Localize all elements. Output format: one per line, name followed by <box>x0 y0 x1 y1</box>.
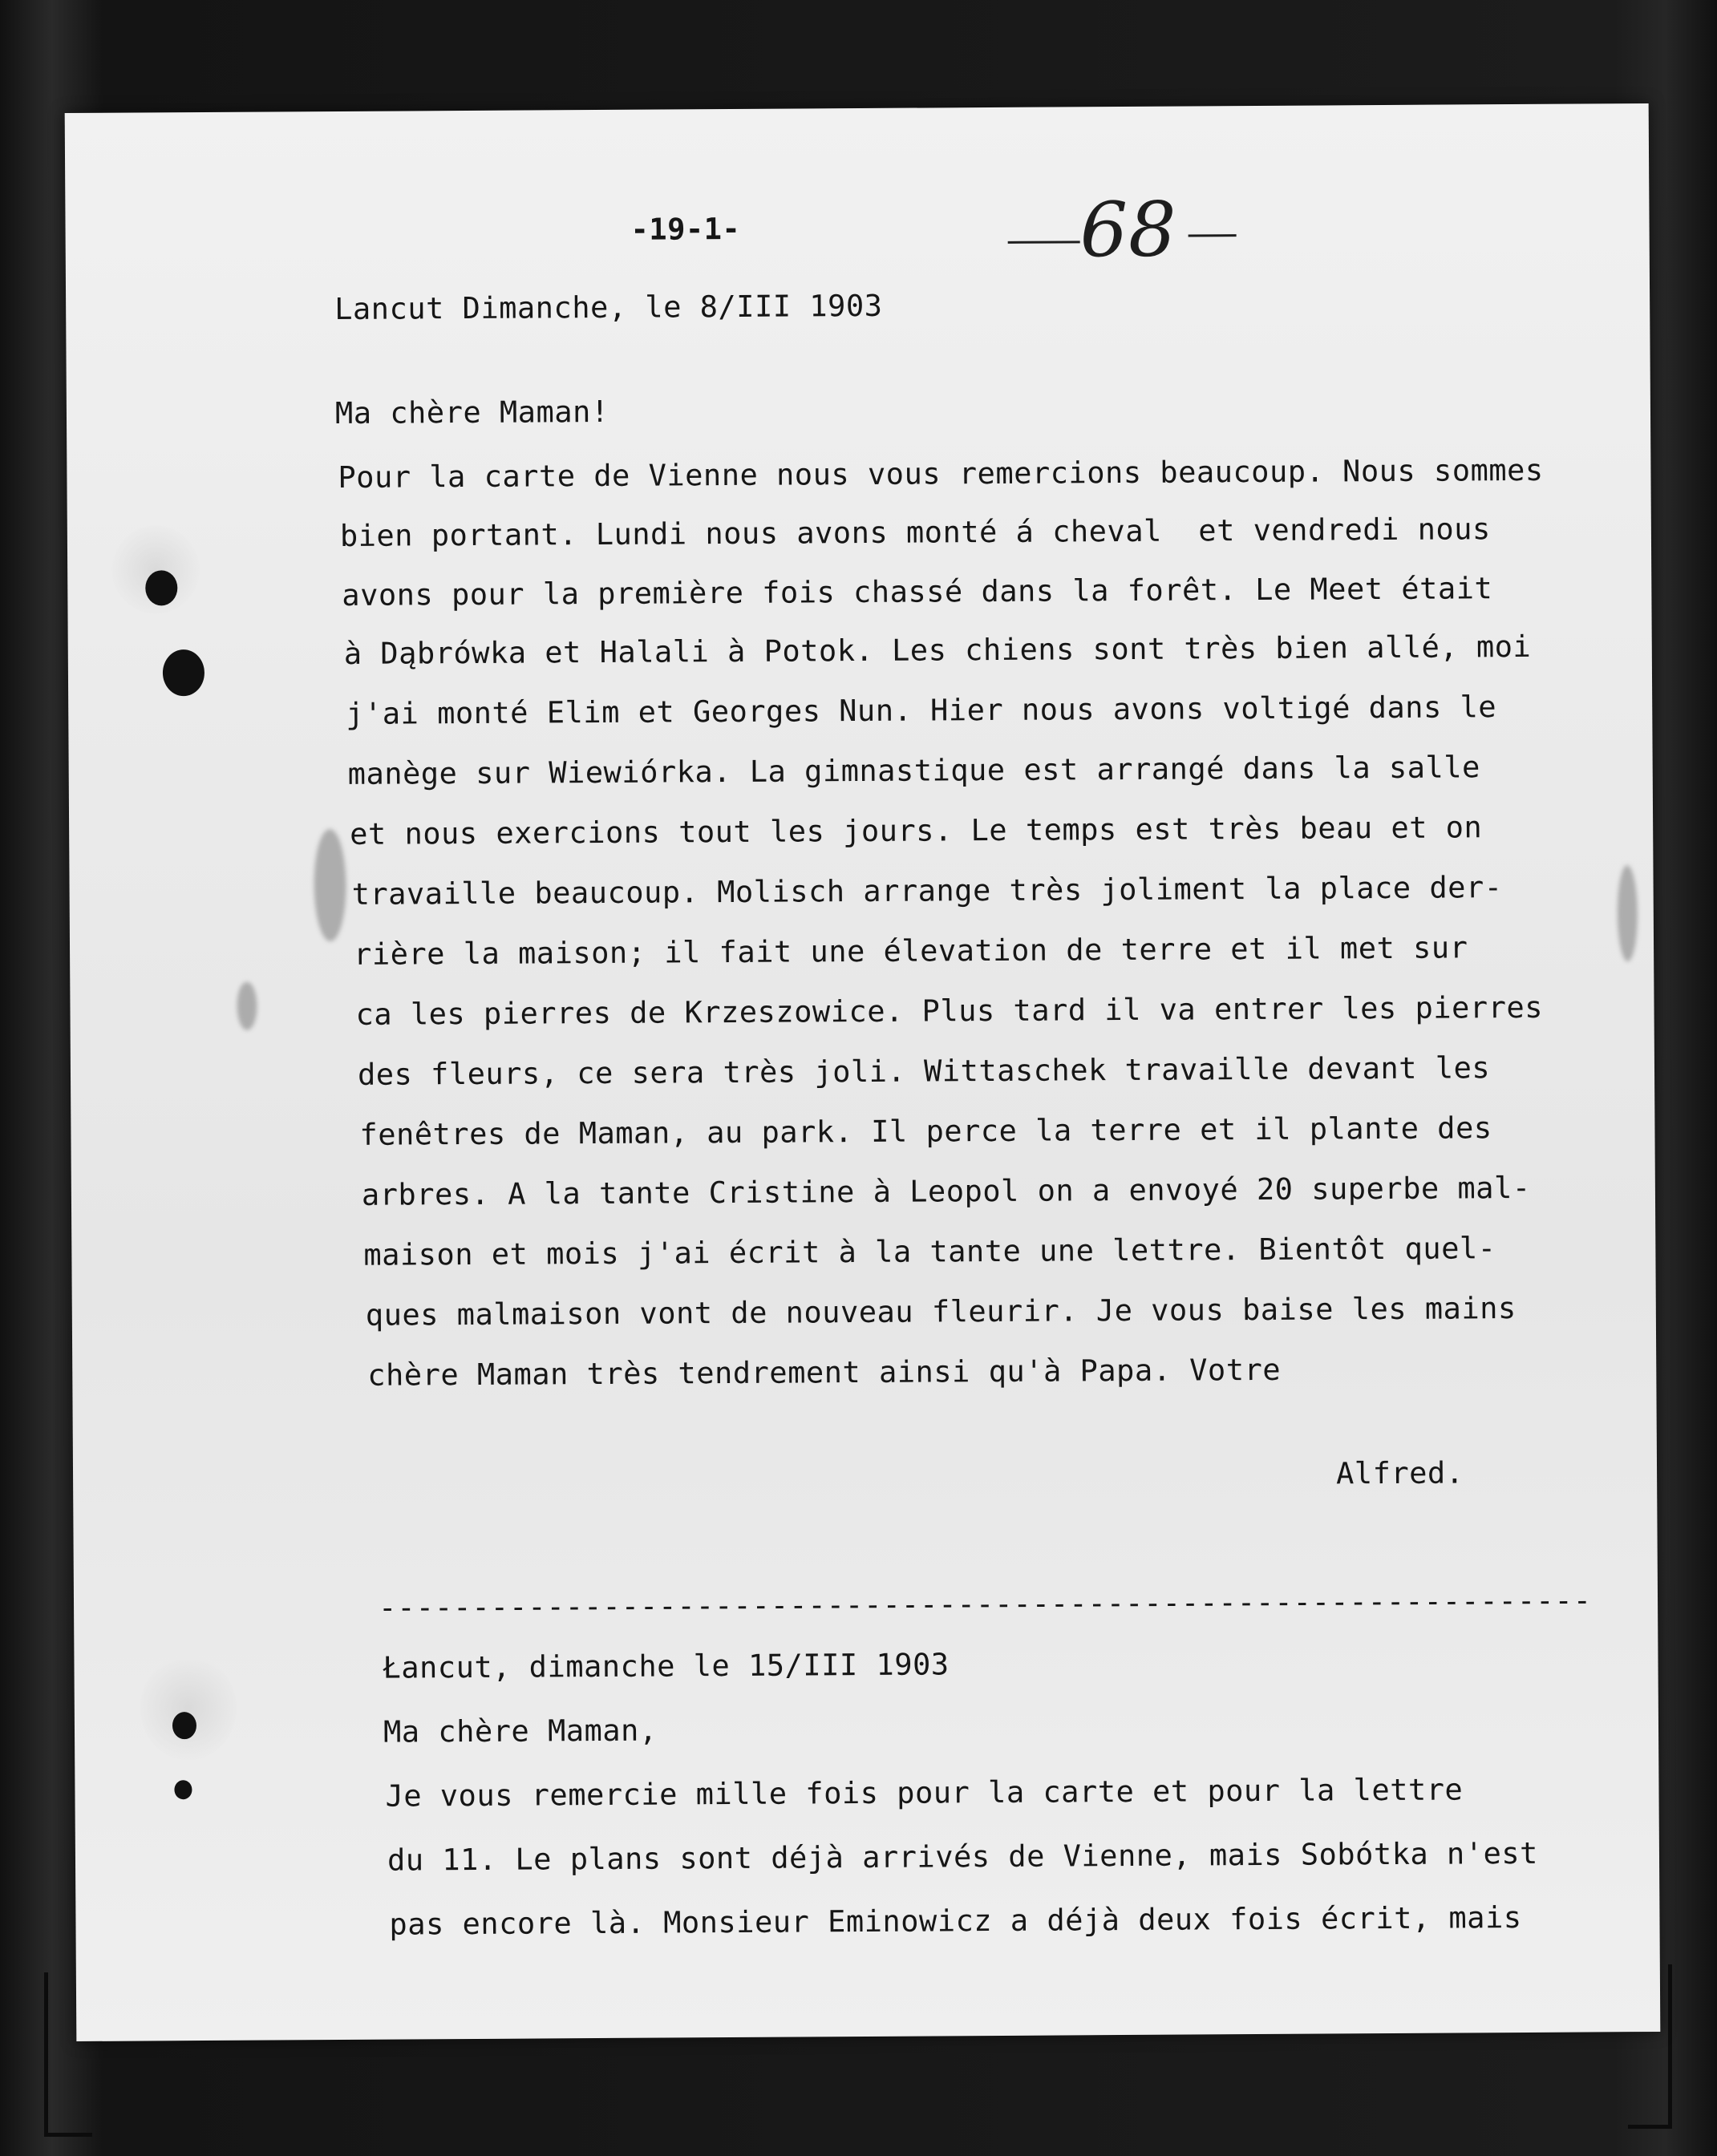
letter2-line: Je vous remercie mille fois pour la carte et pour la lettre <box>385 1772 1464 1814</box>
letter1-line: j'ai monté Elim et Georges Nun. Hier nous avons voltigé dans le <box>346 690 1497 731</box>
letter1-line: fenêtres de Maman, au park. Il perce la terre et il plante des <box>359 1110 1492 1152</box>
letter-separator: ----------------------------------------------------------------- <box>378 1583 1593 1625</box>
letter2-line: pas encore là. Monsieur Eminowicz a déjà deux fois écrit, mais <box>389 1899 1522 1942</box>
page-text <box>65 103 1661 2041</box>
letter1-signature: Alfred. <box>1335 1455 1464 1491</box>
letter1-dateline: Lancut Dimanche, le 8/III 1903 <box>334 288 883 327</box>
letter1-line: des fleurs, ce sera très joli. Wittaschek travaille devant les <box>357 1050 1491 1092</box>
letter1-line: et nous exercions tout les jours. Le temps est très beau et on <box>350 810 1483 851</box>
letter1-line: rière la maison; il fait une élevation de terre et il met sur <box>353 930 1468 972</box>
letter1-line: ques malmaison vont de nouveau fleurir. Je vous baise les mains <box>365 1291 1517 1333</box>
archive-number-dash-left <box>1008 241 1080 244</box>
letter1-line: arbres. A la tante Cristine à Leopol on a envoyé 20 superbe mal- <box>361 1170 1531 1212</box>
letter1-line: avons pour la première fois chassé dans la forêt. Le Meet était <box>342 571 1493 613</box>
letter1-line: chère Maman très tendrement ainsi qu'à Papa. Votre <box>367 1352 1282 1393</box>
letter2-salutation: Ma chère Maman, <box>383 1713 658 1749</box>
letter1-line: travaille beaucoup. Molisch arrange très joliment la place der- <box>351 870 1503 912</box>
page-number: -19-1- <box>630 211 741 247</box>
letter1-line: à Dąbrówka et Halali à Potok. Les chiens sont très bien allé, moi <box>343 629 1532 671</box>
typewritten-page <box>65 103 1661 2041</box>
archive-number: 68 <box>1079 186 1177 275</box>
letter2-line: du 11. Le plans sont déjà arrivés de Vienne, mais Sobótka n'est <box>387 1835 1538 1878</box>
archive-number-dash-right <box>1189 234 1237 237</box>
letter1-line: maison et mois j'ai écrit à la tante une lettre. Bientôt quel- <box>363 1231 1496 1272</box>
letter1-line: bien portant. Lundi nous avons monté á cheval et vendredi nous <box>339 512 1491 553</box>
letter1-salutation: Ma chère Maman! <box>334 394 609 431</box>
letter2-dateline: Łancut, dimanche le 15/III 1903 <box>383 1647 950 1685</box>
letter1-line: Pour la carte de Vienne nous vous remercions beaucoup. Nous sommes <box>338 452 1544 495</box>
letter1-line: ca les pierres de Krzeszowice. Plus tard il va entrer les pierres <box>355 989 1544 1032</box>
letter1-line: manège sur Wiewiórka. La gimnastique est arrangé dans la salle <box>347 750 1480 791</box>
